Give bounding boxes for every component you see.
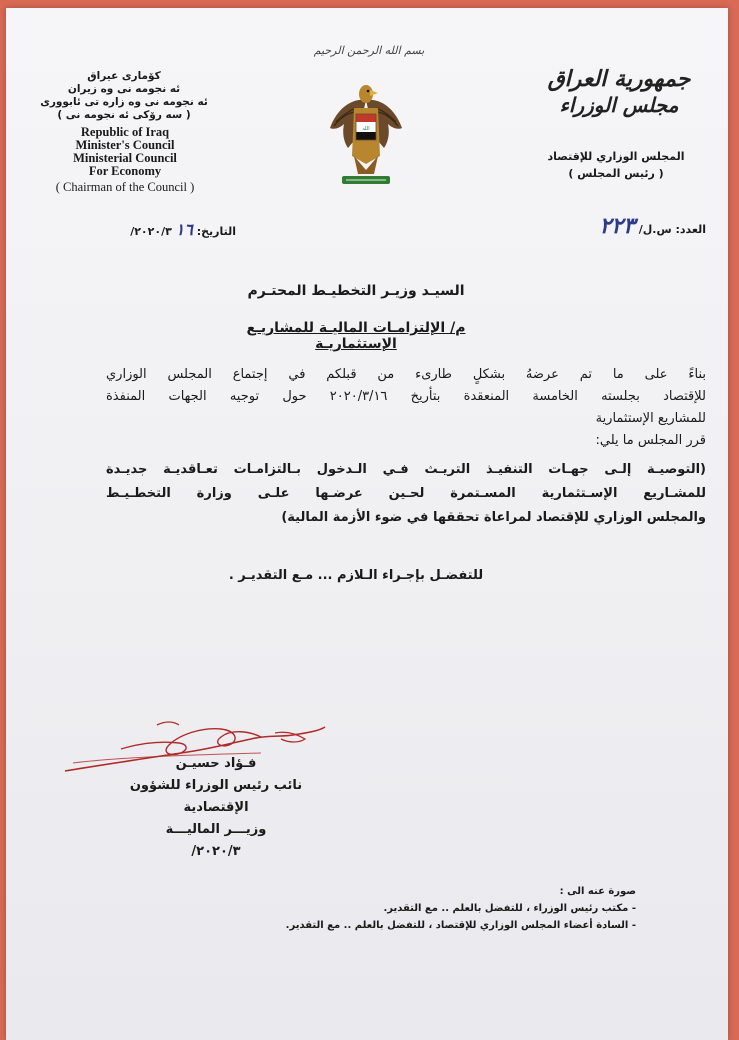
arabic-header-line: المجلس الوزاري للإقتصاد xyxy=(547,150,685,163)
number-label: العدد: س.ل/ xyxy=(638,223,706,236)
subject: م/ الإلتزامـات الماليـة للمشاريـع الإستثماريـة xyxy=(246,320,466,352)
signer-title-2: وزيـــر الماليـــة xyxy=(165,822,267,837)
arabic-header-line: ( رئيس المجلس ) xyxy=(568,167,664,180)
svg-text:الله: الله xyxy=(362,126,370,132)
date-field xyxy=(76,220,236,239)
decision-line: (التوصيـة إلـى جهـات التنفيـذ التريـث فـي الـدخول بـالتزامـات تعـاقديـة جديـدة xyxy=(106,462,706,477)
republic-calligraphy: جمهورية العراق xyxy=(547,66,691,92)
paragraph-line: للإقتصاد بجلسته الخامسة المنعقدة بتأريخ ٢٠٢٠/٣/١٦ حول توجيه الجهات المنفذة xyxy=(106,389,706,404)
kurdish-header xyxy=(34,70,214,122)
date-label: التاريخ: xyxy=(196,225,236,238)
kurdish-line: ( سه رۆكی ئه نجومه نی ) xyxy=(57,109,191,121)
number-handwritten: ٢٢٣ xyxy=(599,213,635,239)
decision-line: والمجلس الوزاري للإقتصاد لمراعاة تحققها في ضوء الأزمة المالية) xyxy=(281,510,706,525)
english-line: Minister's Council xyxy=(75,138,175,152)
council-calligraphy: مجلس الوزراء xyxy=(559,93,679,117)
number-field xyxy=(506,213,706,239)
signer-title: نائب رئيس الوزراء للشؤون الإقتصادية xyxy=(129,778,303,815)
signer-name: فـؤاد حسيـن xyxy=(175,756,257,771)
addressee: السيـد وزيـر التخطيـط المحتـرم xyxy=(247,283,465,299)
copies-block xyxy=(236,883,636,934)
english-header xyxy=(30,126,220,194)
paragraph-line: للمشاريع الإستثمارية xyxy=(595,411,706,426)
kurdish-line: ئه نجومه نی وه زاره تی ئابووری xyxy=(40,96,208,108)
body-paragraph xyxy=(106,364,706,452)
basmala: بسم الله الرحمن الرحيم xyxy=(313,44,425,57)
date-value: ٢٠٢٠/٣/ xyxy=(130,225,172,238)
signature-block xyxy=(96,753,336,863)
letter-sheet xyxy=(6,8,728,1040)
english-line: ( Chairman of the Council ) xyxy=(55,180,195,194)
arabic-calligraphy-header xyxy=(534,66,704,118)
copies-label: صورة عنه الى : xyxy=(559,886,636,897)
copy-item: - مكتب رئيس الوزراء ، للتفضل بالعلم .. مع التقدير. xyxy=(383,903,636,914)
english-line: Ministerial Council xyxy=(73,151,177,165)
date-handwritten: ١٦ xyxy=(175,220,193,239)
kurdish-line: ئه نجومه نی وه زیران xyxy=(67,83,181,95)
paragraph-line: قرر المجلس ما يلي: xyxy=(595,433,706,448)
english-line: Republic of Iraq xyxy=(80,125,170,139)
signature-date: ٢٠٢٠/٣/ xyxy=(191,844,241,859)
english-line: For Economy xyxy=(88,164,162,178)
kurdish-line: كۆماری عیراق xyxy=(87,70,161,82)
copy-item: - السادة أعضاء المجلس الوزاري للإقتصاد ، للتفضل بالعلم .. مع التقدير. xyxy=(285,920,636,931)
decision-block xyxy=(106,458,706,530)
decision-line: للمشـاريع الإسـتثمارية المسـتمرة لحـين عرضـها علـى وزارة التخطـيـط xyxy=(106,486,706,501)
closing-line: للتفضـل بإجـراء الـلازم ... مـع التقديـر . xyxy=(228,568,484,583)
arabic-header xyxy=(526,148,706,182)
iraq-eagle-emblem xyxy=(324,78,408,190)
paragraph-line: بناءً على ما تم عرضهُ بشكلٍ طارىء من قبلكم في إجتماع المجلس الوزاري xyxy=(106,367,706,382)
